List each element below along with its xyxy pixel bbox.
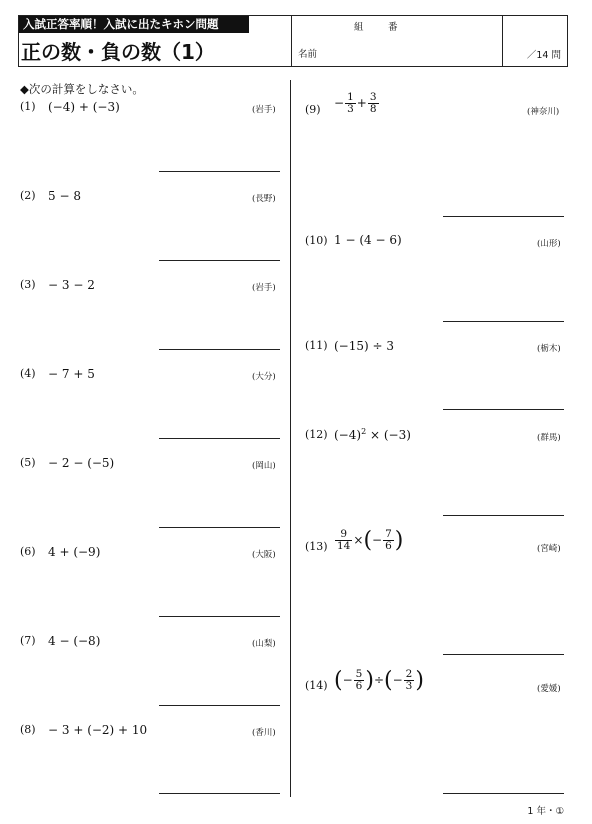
header-box — [18, 15, 568, 67]
question-expression — [334, 528, 403, 553]
left-paren: ( — [334, 668, 343, 693]
answer-line[interactable] — [443, 321, 564, 322]
expression-rest: × (−3) — [366, 428, 411, 442]
denominator: 6 — [355, 680, 363, 692]
numerator: 3 — [369, 91, 377, 103]
answer-line[interactable] — [159, 171, 280, 172]
answer-line[interactable] — [159, 616, 280, 617]
answer-line[interactable] — [443, 216, 564, 217]
denominator: 14 — [337, 540, 351, 552]
page-footer: 1 年・① — [527, 806, 564, 817]
question-number: (13) — [305, 540, 328, 553]
question-number: (7) — [20, 634, 36, 647]
answer-line[interactable] — [443, 793, 564, 794]
prefecture-label: (大阪) — [252, 550, 276, 560]
class-label: 組 — [354, 22, 364, 33]
question-expression — [334, 668, 424, 693]
question-expression: − 7 + 5 — [48, 367, 95, 381]
question-number: (8) — [20, 723, 36, 736]
prefecture-label: (岩手) — [252, 283, 276, 293]
right-paren: ) — [365, 668, 374, 693]
denominator: 3 — [347, 103, 354, 116]
sign: − — [372, 533, 383, 547]
answer-line[interactable] — [159, 260, 280, 261]
denominator: 8 — [369, 103, 377, 116]
operator: + — [356, 96, 367, 111]
operator: ÷ — [373, 673, 384, 687]
prefecture-label: (山形) — [537, 239, 561, 249]
prefecture-label: (岡山) — [252, 461, 276, 471]
question-number: (5) — [20, 456, 36, 469]
question-expression: 1 − (4 − 6) — [334, 233, 402, 247]
answer-line[interactable] — [443, 654, 564, 655]
numerator: 9 — [335, 529, 352, 541]
prefecture-label: (長野) — [252, 194, 276, 204]
prefecture-label: (香川) — [252, 728, 276, 738]
question-expression: (−15) ÷ 3 — [334, 339, 395, 353]
fraction — [354, 669, 365, 692]
numerator: 2 — [405, 667, 413, 680]
denominator: 3 — [405, 680, 413, 692]
question-number: (11) — [305, 339, 328, 352]
prefecture-label: (大分) — [252, 372, 276, 382]
question-expression: 4 + (−9) — [48, 545, 101, 559]
question-number: (3) — [20, 278, 36, 291]
question-number: (14) — [305, 679, 328, 692]
name-label: 名前 — [298, 49, 318, 60]
question-number: (6) — [20, 545, 36, 558]
answer-line[interactable] — [159, 527, 280, 528]
question-expression: − 3 − 2 — [48, 278, 95, 292]
exponent: 2 — [361, 427, 367, 436]
prefecture-label: (宮崎) — [537, 544, 561, 554]
prefecture-label: (神奈川) — [527, 107, 560, 117]
sign: − — [342, 673, 353, 687]
prefecture-label: (愛媛) — [537, 684, 561, 694]
column-divider — [290, 80, 291, 797]
left-paren: ( — [363, 528, 373, 553]
answer-line[interactable] — [443, 515, 564, 516]
question-number: (9) — [305, 103, 321, 116]
right-paren: ) — [415, 668, 424, 693]
fraction — [345, 92, 356, 115]
sign: − — [334, 96, 345, 111]
denominator: 6 — [385, 540, 392, 552]
numerator: 1 — [347, 91, 354, 103]
prefecture-label: (岩手) — [252, 105, 276, 115]
operator: × — [353, 533, 364, 547]
prefecture-label: (群馬) — [537, 433, 561, 443]
numerator: 5 — [355, 667, 363, 680]
fraction — [368, 92, 379, 115]
question-number: (10) — [305, 234, 328, 247]
question-expression — [334, 427, 411, 442]
answer-line[interactable] — [159, 349, 280, 350]
banner: 入試正答率順！入試に出たキホン問題 — [19, 16, 249, 33]
fraction — [335, 529, 352, 552]
question-number: (4) — [20, 367, 36, 380]
numerator: 7 — [385, 527, 392, 540]
question-expression: 4 − (−8) — [48, 634, 101, 648]
prefecture-label: (栃木) — [537, 344, 561, 354]
question-number: (12) — [305, 428, 328, 441]
title-cell — [19, 16, 292, 66]
instruction: ◆次の計算をしなさい。 — [20, 82, 144, 96]
question-expression: (−4) + (−3) — [48, 100, 120, 114]
prefecture-label: (山梨) — [252, 639, 276, 649]
left-paren: ( — [384, 668, 393, 693]
question-expression — [334, 92, 380, 115]
answer-line[interactable] — [159, 793, 280, 794]
sign: − — [392, 673, 403, 687]
question-number: (2) — [20, 189, 36, 202]
answer-line[interactable] — [159, 438, 280, 439]
name-cell — [292, 16, 503, 66]
answer-line[interactable] — [443, 409, 564, 410]
question-expression: − 3 + (−2) + 10 — [48, 723, 148, 737]
power-base: (−4) — [334, 428, 362, 442]
right-paren: ) — [394, 528, 404, 553]
question-expression: 5 − 8 — [48, 189, 81, 203]
score-label: ／14 問 — [526, 50, 561, 61]
answer-line[interactable] — [159, 705, 280, 706]
question-expression: − 2 − (−5) — [48, 456, 115, 470]
fraction — [404, 669, 415, 692]
fraction — [383, 529, 394, 552]
number-label: 番 — [388, 22, 398, 33]
page-title: 正の数・負の数（1） — [21, 40, 215, 64]
question-number: (1) — [20, 100, 36, 113]
